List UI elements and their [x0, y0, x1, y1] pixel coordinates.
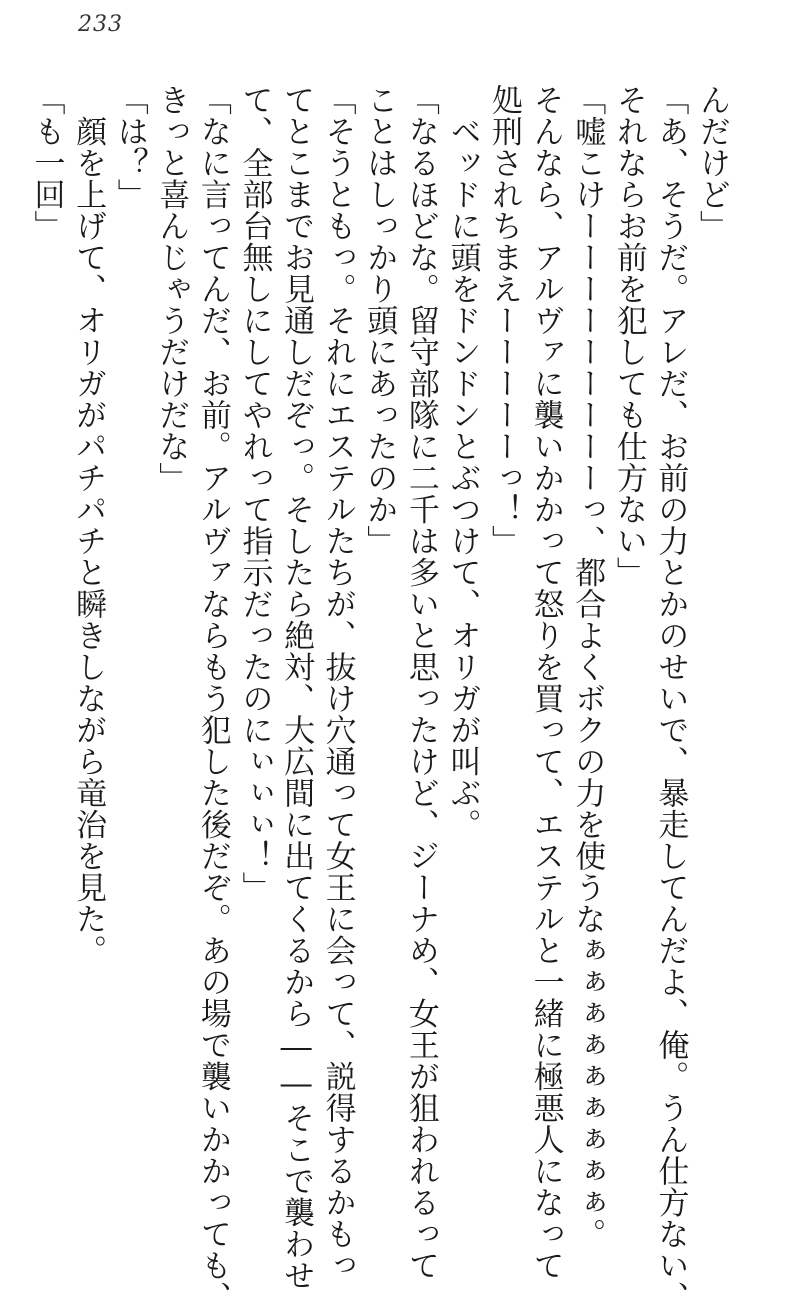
- text-line-9: ことはしっかり頭にあったのか」: [361, 84, 398, 557]
- text-line-15: 「は？」: [111, 84, 148, 210]
- text-line-6: 処刑されちまえーーーーーっ！」: [486, 84, 523, 557]
- text-line-1: んだけど」: [694, 84, 730, 242]
- text-line-4: 「嘘こけーーーーーーーーーっ、都合よくボクの力を使うなぁぁぁぁぁぁぁぁぁ。: [569, 84, 606, 1250]
- text-line-16: 顔を上げて、オリガがパチパチと瞬きしながら竜治を見た。: [70, 84, 107, 966]
- text-line-12: て、全部台無しにしてやれって指示だったのにぃぃぃ！」: [236, 84, 273, 903]
- vertical-text-body: [28, 84, 732, 1313]
- text-line-7: ベッドに頭をドンドンとぶつけて、オリガが叫ぶ。: [444, 84, 481, 840]
- text-line-3: それならお前を犯しても仕方ない」: [610, 84, 647, 588]
- text-line-17: 「も一回」: [28, 84, 65, 242]
- text-line-5: そんなら、アルヴァに襲いかかって怒りを買って、エステルと一緒に極悪人になって: [527, 84, 564, 1281]
- text-line-11: てとこまでお見通しだぞっ。そしたら絶対、大広間に出てくるから――そこで襲わせ: [278, 84, 315, 1291]
- page-number: 233: [78, 12, 123, 37]
- text-line-2: 「あ、そうだ。アレだ、お前の力とかのせいで、暴走してんだよ、俺。うん仕方ない、: [652, 84, 689, 1313]
- text-line-14: きっと喜んじゃうだけだな」: [153, 84, 190, 494]
- text-line-8: 「なるほどな。留守部隊に二千は多いと思ったけど、ジーナめ、女王が狙われるって: [402, 84, 439, 1281]
- text-line-13: 「なに言ってんだ、お前。アルヴァならもう犯した後だぞ。あの場で襲いかかっても、: [194, 84, 231, 1313]
- text-line-10: 「そうともっ。それにエステルたちが、抜け穴通って女王に会って、説得するかもっ: [319, 84, 356, 1281]
